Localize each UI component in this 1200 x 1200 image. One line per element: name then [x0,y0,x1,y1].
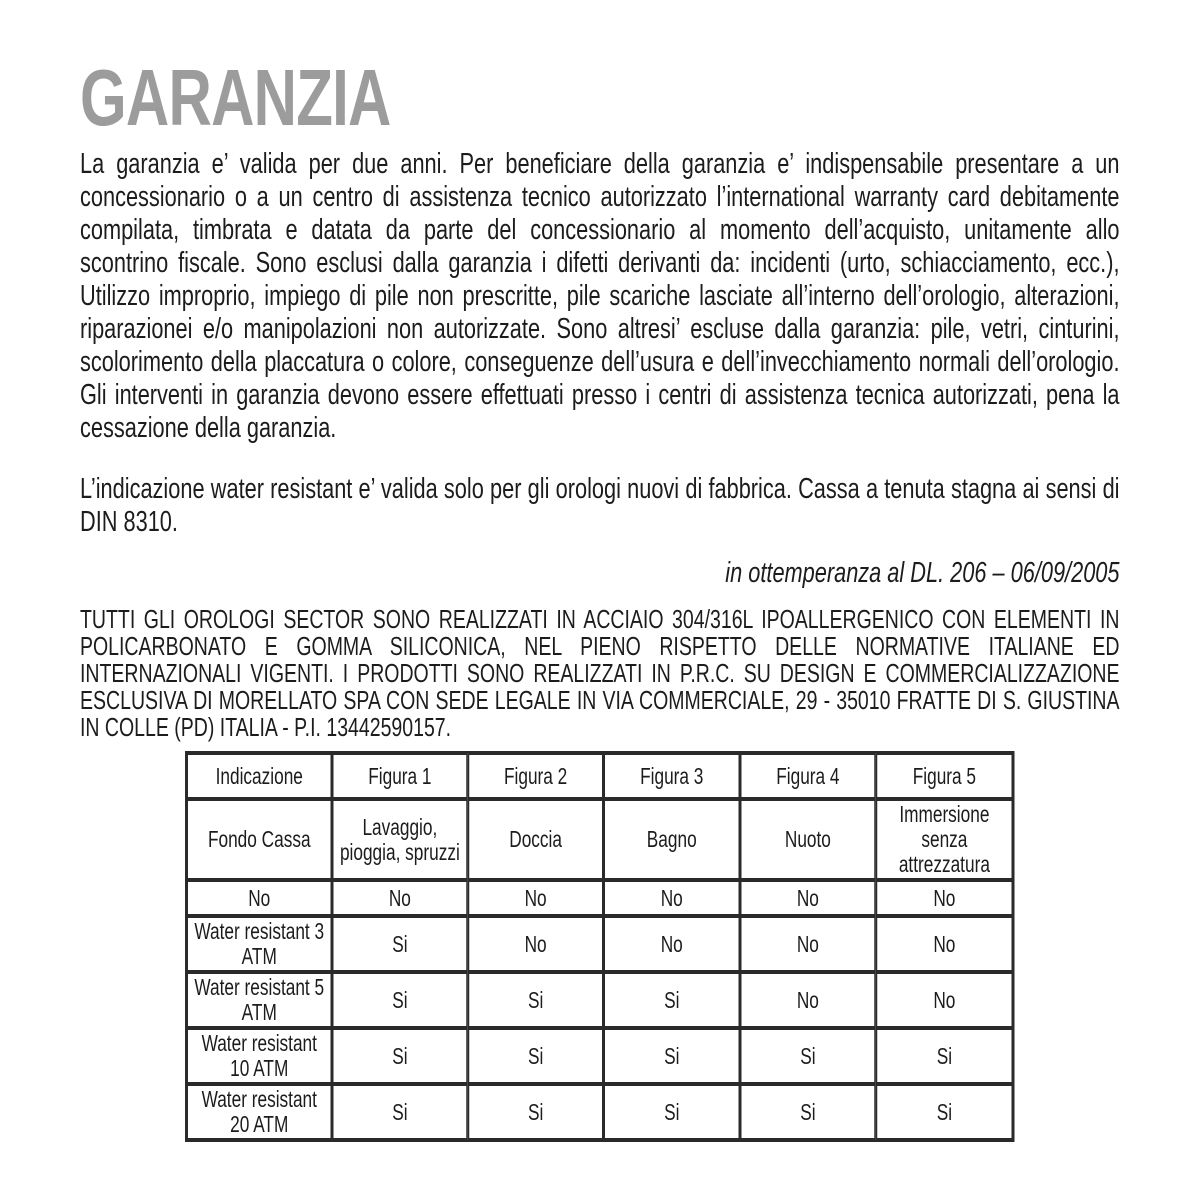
table-cell: No [604,916,741,972]
table-cell: No [468,916,604,972]
table-cell: Si [468,1028,604,1084]
table-cell: Si [332,1028,468,1084]
document-page [80,0,1120,1142]
compliance-note: in ottemperanza al DL. 206 – 06/09/2005 [725,557,1120,589]
table-header-row [187,753,1014,799]
warranty-paragraph: La garanzia e’ valida per due anni. Per beneficiare della garanzia e’ indispensabile presentare a un concessionario o a un centro di assistenza tecnico autorizzato l’international warranty card debitamente compilata, timbrata e datata da parte del concessionario al momento dell’acquisto, unitamente allo scontrino fiscale. Sono esclusi dalla garanzia i difetti derivanti da: incidenti (urto, schiacciamento, ecc.), Utilizzo improprio, impiego di pile non prescritte, pile scariche lasciate all’interno dell’orologio, alterazioni, riparazionei e/o manipolazioni non autorizzate. Sono altresi’ escluse dalla garanzia: pile, vetri, cinturini, scolorimento della placcatura o colore, conseguenze dell’usura e dell’invecchiamento normali dell’orologio. Gli interventi in garanzia devono essere effettuati presso i centri di assistenza tecnica autorizzati, pena la cessazione della garanzia. [80,148,1120,444]
table-cell: Water resistant 20 ATM [187,1084,333,1140]
table-cell: Si [604,972,741,1028]
table-cell: Si [332,972,468,1028]
table-cell: No [187,880,333,916]
table-cell: No [468,880,604,916]
table-cell: Water resistant 3 ATM [187,916,333,972]
table-row [187,799,1014,880]
table-cell: Si [740,1028,876,1084]
table-cell: Si [876,1084,1013,1140]
table-header-cell: Figura 4 [740,753,876,799]
table-cell: Doccia [468,799,604,880]
table-cell: No [876,972,1013,1028]
table-row [187,1028,1014,1084]
table-cell: Si [468,972,604,1028]
table-row [187,916,1014,972]
table-cell: Si [740,1084,876,1140]
table-cell: No [332,880,468,916]
table-cell: No [740,916,876,972]
table-cell: Si [332,1084,468,1140]
table-cell: Si [876,1028,1013,1084]
table-cell: Si [332,916,468,972]
table-header-cell: Figura 5 [876,753,1013,799]
manufacturer-paragraph: TUTTI GLI OROLOGI SECTOR SONO REALIZZATI IN ACCIAIO 304/316L IPOALLERGENICO CON ELEMENTI IN POLICARBONATO E GOMMA SILICONICA, NEL PIENO RISPETTO DELLE NORMATIVE ITALIANE ED INTERNAZIONALI VIGENTI. I PRODOTTI SONO REALIZZATI IN P.R.C. SU DESIGN E COMMERCIALIZZAZIONE ESCLUSIVA DI MORELLATO SPA CON SEDE LEGALE IN VIA COMMERCIALE, 29 - 35010 FRATTE DI S. GIUSTINA IN COLLE (PD) ITALIA - P.I. 13442590157. [80,604,1120,742]
table-cell: Nuoto [740,799,876,880]
table-row [187,1084,1014,1140]
table-cell: No [740,972,876,1028]
water-resistance-paragraph: L’indicazione water resistant e’ valida solo per gli orologi nuovi di fabbrica. Cassa a tenuta stagna ai sensi di DIN 8310. [80,473,1120,538]
table-cell: Fondo Cassa [187,799,333,880]
water-resistance-table [185,751,1015,1142]
table-header-cell: Figura 1 [332,753,468,799]
table-header-cell: Indicazione [187,753,333,799]
table-cell: Lavaggio, pioggia, spruzzi [332,799,468,880]
table-cell: Water resistant 5 ATM [187,972,333,1028]
table-cell: No [876,916,1013,972]
table-header-cell: Figura 3 [604,753,741,799]
table-cell: Si [604,1028,741,1084]
table-cell: Si [468,1084,604,1140]
table-cell: No [876,880,1013,916]
table-cell: No [740,880,876,916]
table-cell: No [604,880,741,916]
page-title: GARANZIA [80,53,391,142]
table-cell: Bagno [604,799,741,880]
table-cell: Immersione senza attrezzatura [876,799,1013,880]
table-header-cell: Figura 2 [468,753,604,799]
table-cell: Si [604,1084,741,1140]
table-row [187,972,1014,1028]
water-resistance-table-wrap [185,751,1012,1142]
table-cell: Water resistant 10 ATM [187,1028,333,1084]
table-row [187,880,1014,916]
